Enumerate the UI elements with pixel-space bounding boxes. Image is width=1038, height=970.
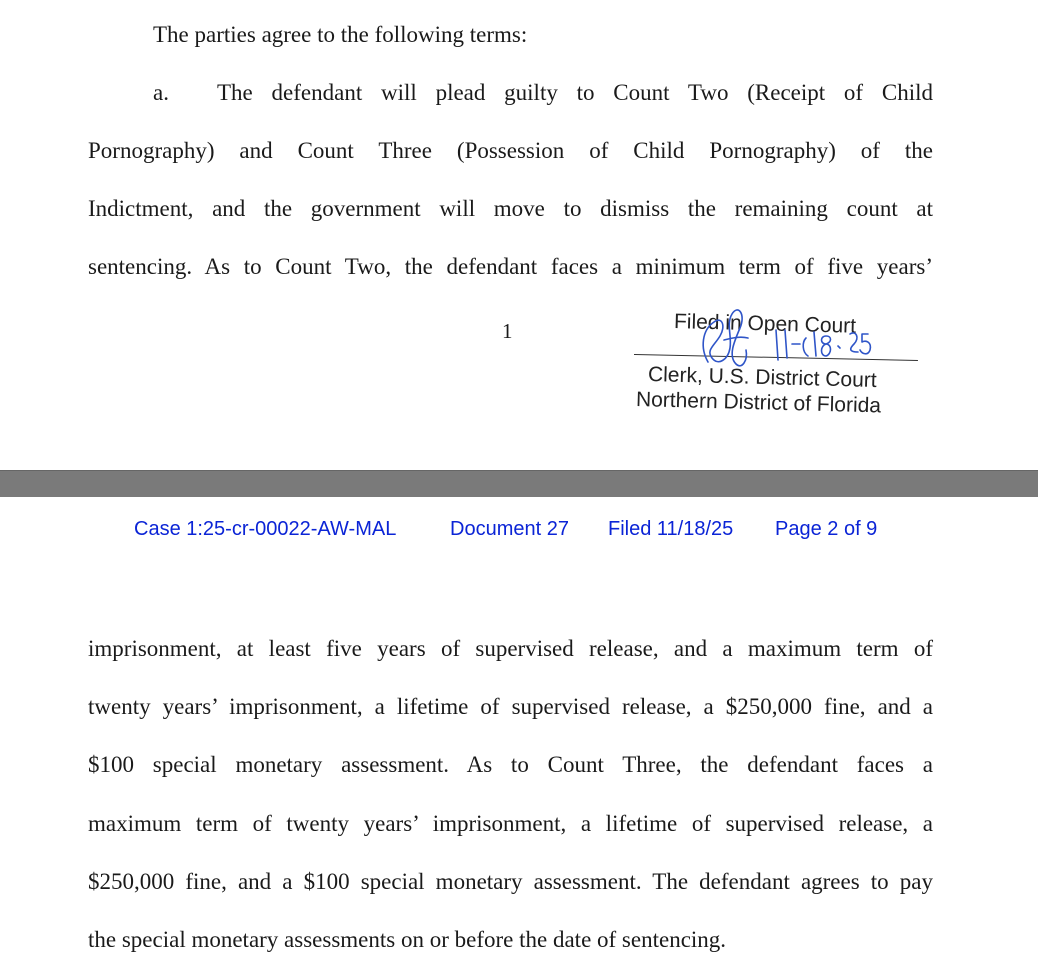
item-marker-a: a.	[153, 80, 169, 105]
stamp-filed-text: Filed in Open Court	[673, 310, 857, 338]
body-line-3: Indictment, and the government will move to dismiss the remaining count at	[88, 196, 933, 221]
body-line-4: sentencing. As to Count Two, the defendant faces a minimum term of five years’	[88, 254, 933, 279]
page-indicator: Page 2 of 9	[775, 518, 878, 540]
terms-intro-line: The parties agree to the following terms:	[153, 22, 528, 47]
body-line-1: The defendant will plead guilty to Count Two (Receipt of Child	[217, 80, 933, 105]
page-2	[0, 497, 1038, 970]
body-line-5: imprisonment, at least five years of supervised release, and a maximum term of	[88, 636, 933, 661]
page-number: 1	[502, 319, 513, 343]
body-line-9: $250,000 fine, and a $100 special monetary assessment. The defendant agrees to pay	[88, 869, 933, 894]
handwritten-signature-and-date	[628, 300, 928, 425]
document-number: Document 27	[450, 518, 569, 540]
filed-in-open-court-stamp	[628, 300, 928, 425]
page-separator	[0, 470, 1038, 498]
filed-date: Filed 11/18/25	[608, 518, 734, 540]
body-line-7: $100 special monetary assessment. As to Count Three, the defendant faces a	[88, 752, 933, 777]
page-1	[0, 0, 1038, 470]
stamp-district-text: Northern District of Florida	[635, 388, 882, 418]
body-line-2: Pornography) and Count Three (Possession of Child Pornography) of the	[88, 138, 933, 163]
stamp-clerk-text: Clerk, U.S. District Court	[647, 363, 877, 392]
case-number: Case 1:25-cr-00022-AW-MAL	[134, 518, 397, 540]
body-line-6: twenty years’ imprisonment, a lifetime of supervised release, a $250,000 fine, and a	[88, 694, 933, 719]
body-line-8: maximum term of twenty years’ imprisonment, a lifetime of supervised release, a	[88, 811, 933, 836]
body-line-10: the special monetary assessments on or before the date of sentencing.	[88, 927, 727, 952]
